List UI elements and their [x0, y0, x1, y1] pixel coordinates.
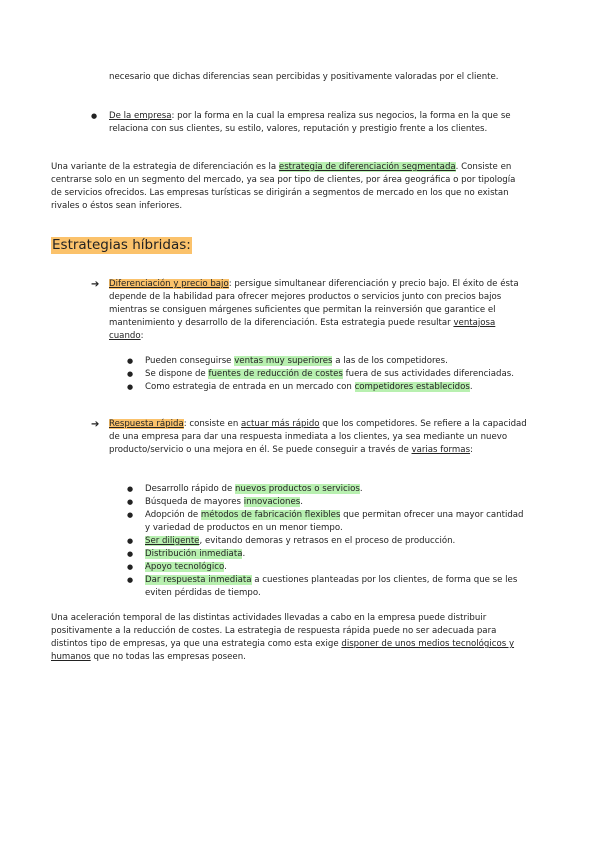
- closing-paragraph: Una aceleración temporal de las distintas actividades llevadas a cabo en la empresa puede distribuir positivamente a la reducción de costes. La estrategia de respuesta rápida puede no ser adecuada para distintos tipo de empresas, ya que una estrategia como esta exige disponer de unos medios tecnológicos y humanos que no todas las empresas poseen.: [51, 613, 515, 662]
- highlight-segmentada: estrategia de diferenciación segmentada: [278, 162, 456, 172]
- continuation-text: necesario que dichas diferencias sean percibidas y positivamente valoradas por el cliente.: [109, 72, 499, 82]
- list-item: ● Como estrategia de entrada en un mercado con competidores establecidos.: [127, 381, 527, 394]
- list-item: ● Dar respuesta inmediata a cuestiones planteadas por los clientes, de forma que se les eviten pérdidas de tiempo.: [127, 574, 527, 600]
- arrow-right-icon: ➔: [91, 419, 100, 430]
- section-title: Estrategias híbridas:: [52, 237, 191, 253]
- arrow-right-icon: ➔: [91, 279, 100, 290]
- item2-bullets: [127, 483, 527, 600]
- list-item: ● Búsqueda de mayores innovaciones.: [127, 496, 527, 509]
- item2-label: Respuesta rápida: [109, 419, 184, 429]
- list-item: ● Se dispone de fuentes de reducción de costes fuera de sus actividades diferenciadas.: [127, 368, 527, 381]
- list-item: ● Apoyo tecnológico.: [127, 561, 527, 574]
- bullet-dot-icon: ●: [91, 112, 98, 120]
- list-item: ● Adopción de métodos de fabricación flexibles que permitan ofrecer una mayor cantidad y variedad de productos en un menor tiempo.: [127, 509, 527, 535]
- list-item: ● Distribución inmediata.: [127, 548, 527, 561]
- item1-bullets: [127, 355, 527, 394]
- item-respuesta-rapida: ➔ Respuesta rápida: consiste en actuar más rápido que los competidores. Se refiere a la capacidad de una empresa para dar una respuesta inmediata a los clientes, ya sea mediante un nuevo producto/servicio o una mejora en él. Se puede conseguir a través de varias formas:: [91, 419, 527, 455]
- item-diferenciacion: ➔ Diferenciación y precio bajo: persigue simultanear diferenciación y precio bajo. El éxito de ésta depende de la habilidad para ofrecer mejores productos o servicios junto con precios bajos mientras se consiguen márgenes suficientes que permitan la reinversión que garantice el mantenimiento y desarrollo de la diferenciación. Esta estrategia puede resultar ventajosa cuando:: [91, 279, 519, 341]
- section-title-wrap: [51, 237, 192, 254]
- bullet-de-la-empresa: ● De la empresa: por la forma en la cual la empresa realiza sus negocios, la forma en la que se relaciona con sus clientes, su estilo, valores, reputación y prestigio frente a los clientes.: [91, 111, 511, 134]
- list-item: ● Ser diligente, evitando demoras y retrasos en el proceso de producción.: [127, 535, 527, 548]
- paragraph-segmentada: Una variante de la estrategia de diferenciación es la estrategia de diferenciación segmentada. Consiste en centrarse solo en un segmento del mercado, ya sea por tipo de clientes, por área geográfica o por tipología de servicios ofrecidos. Las empresas turísticas se dirigirán a segmentos de mercado en los que no existan rivales o éstos sean inferiores.: [51, 162, 516, 211]
- item1-label: Diferenciación y precio bajo: [109, 279, 229, 289]
- list-item: ● Pueden conseguirse ventas muy superiores a las de los competidores.: [127, 355, 527, 368]
- bullet-label: De la empresa: [109, 111, 172, 121]
- list-item: ● Desarrollo rápido de nuevos productos o servicios.: [127, 483, 527, 496]
